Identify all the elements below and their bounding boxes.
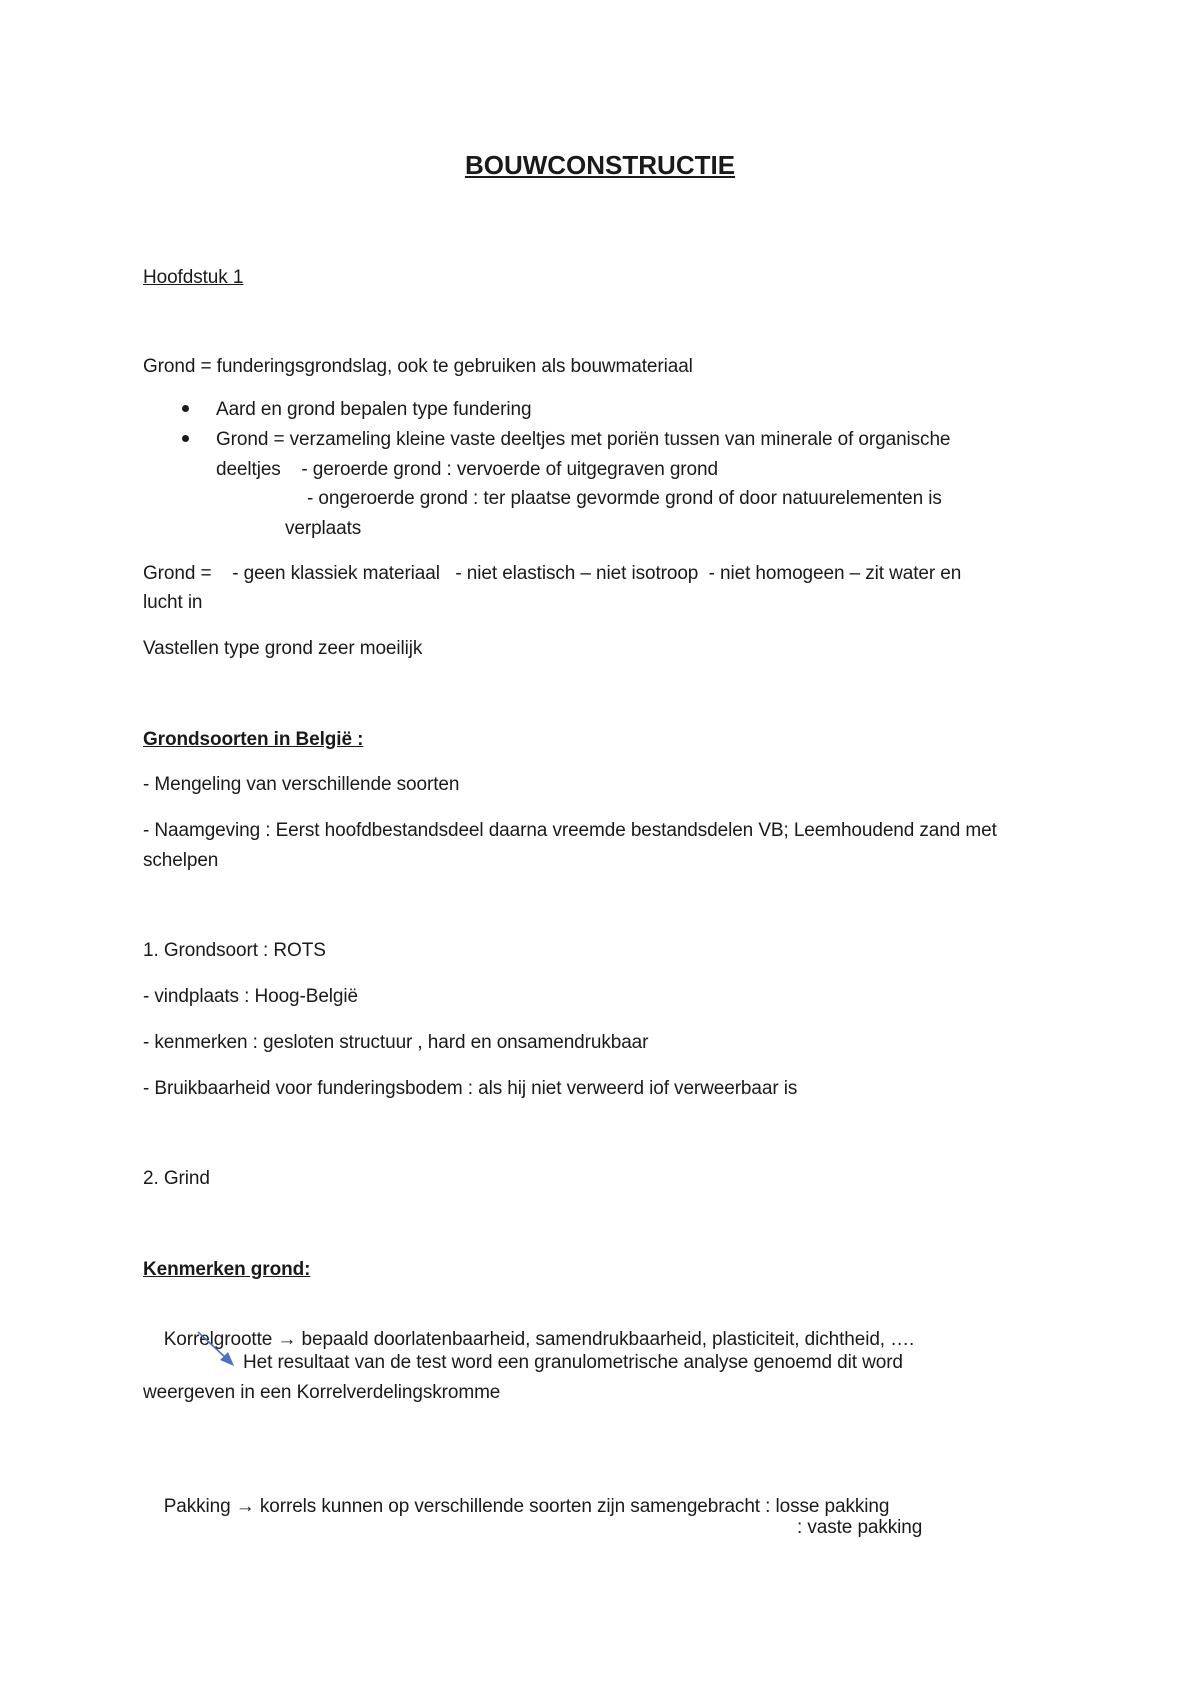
chapter-heading: Hoofdstuk 1 (143, 267, 244, 288)
rots-bruikbaarheid: - Bruikbaarheid voor funderingsbodem : als hij niet verweerd iof verweerbaar is (143, 1078, 798, 1099)
korrelgrootte-label: Korrelgrootte (163, 1329, 278, 1350)
bullet-dot (182, 405, 189, 412)
right-arrow-icon: → (235, 1496, 255, 1517)
intro-line: Grond = funderingsgrondslag, ook te gebruiken als bouwmateriaal (143, 356, 693, 377)
vastellen-line: Vastellen type grond zeer moeilijk (143, 638, 423, 659)
grondsoorten-heading: Grondsoorten in België : (143, 729, 364, 750)
result-line-2: weergeven in een Korrelverdelingskromme (143, 1382, 501, 1403)
document-title: BOUWCONSTRUCTIE (464, 150, 736, 180)
pakking-line (143, 1471, 889, 1543)
grond-properties-line-2: lucht in (143, 592, 203, 613)
bullet-item-1: Aard en grond bepalen type fundering (216, 399, 532, 420)
result-line-1: Het resultaat van de test word een granulometrische analyse genoemd dit word (243, 1352, 903, 1373)
bullet-item-2-line-2: deeltjes - geroerde grond : vervoerde of uitgegraven grond (216, 459, 718, 480)
korrelgrootte-text: bepaald doorlatenbaarheid, samendrukbaarheid, plasticiteit, dichtheid, …. (296, 1329, 915, 1350)
pakking-vaste: : vaste pakking (797, 1517, 923, 1538)
grond-properties-line-1: Grond = - geen klassiek materiaal - niet elastisch – niet isotroop - niet homogeen – zit water en (143, 563, 962, 584)
pakking-label: Pakking (163, 1496, 236, 1517)
right-arrow-icon: → (277, 1329, 297, 1350)
rots-vindplaats: - vindplaats : Hoog-België (143, 986, 358, 1007)
grondsoorten-line-2a: - Naamgeving : Eerst hoofdbestandsdeel daarna vreemde bestandsdelen VB; Leemhoudend zand met (143, 820, 997, 841)
kenmerken-grond-heading: Kenmerken grond: (143, 1259, 311, 1280)
bullet-dot (182, 435, 189, 442)
diagonal-arrow-icon (196, 1330, 240, 1370)
rots-kenmerken: - kenmerken : gesloten structuur , hard en onsamendrukbaar (143, 1032, 649, 1053)
rots-heading: 1. Grondsoort : ROTS (143, 940, 326, 961)
grondsoorten-line-1: - Mengeling van verschillende soorten (143, 774, 460, 795)
bullet-item-2-line-4: verplaats (285, 518, 362, 539)
grondsoorten-line-2b: schelpen (143, 850, 219, 871)
bullet-item-2-line-1: Grond = verzameling kleine vaste deeltjes met poriën tussen van minerale of organische (216, 429, 951, 450)
grind-heading: 2. Grind (143, 1168, 210, 1189)
pakking-text: korrels kunnen op verschillende soorten zijn samengebracht : losse pakking (254, 1496, 890, 1517)
bullet-item-2-line-3: - ongeroerde grond : ter plaatse gevormde grond of door natuurelementen is (307, 488, 942, 509)
